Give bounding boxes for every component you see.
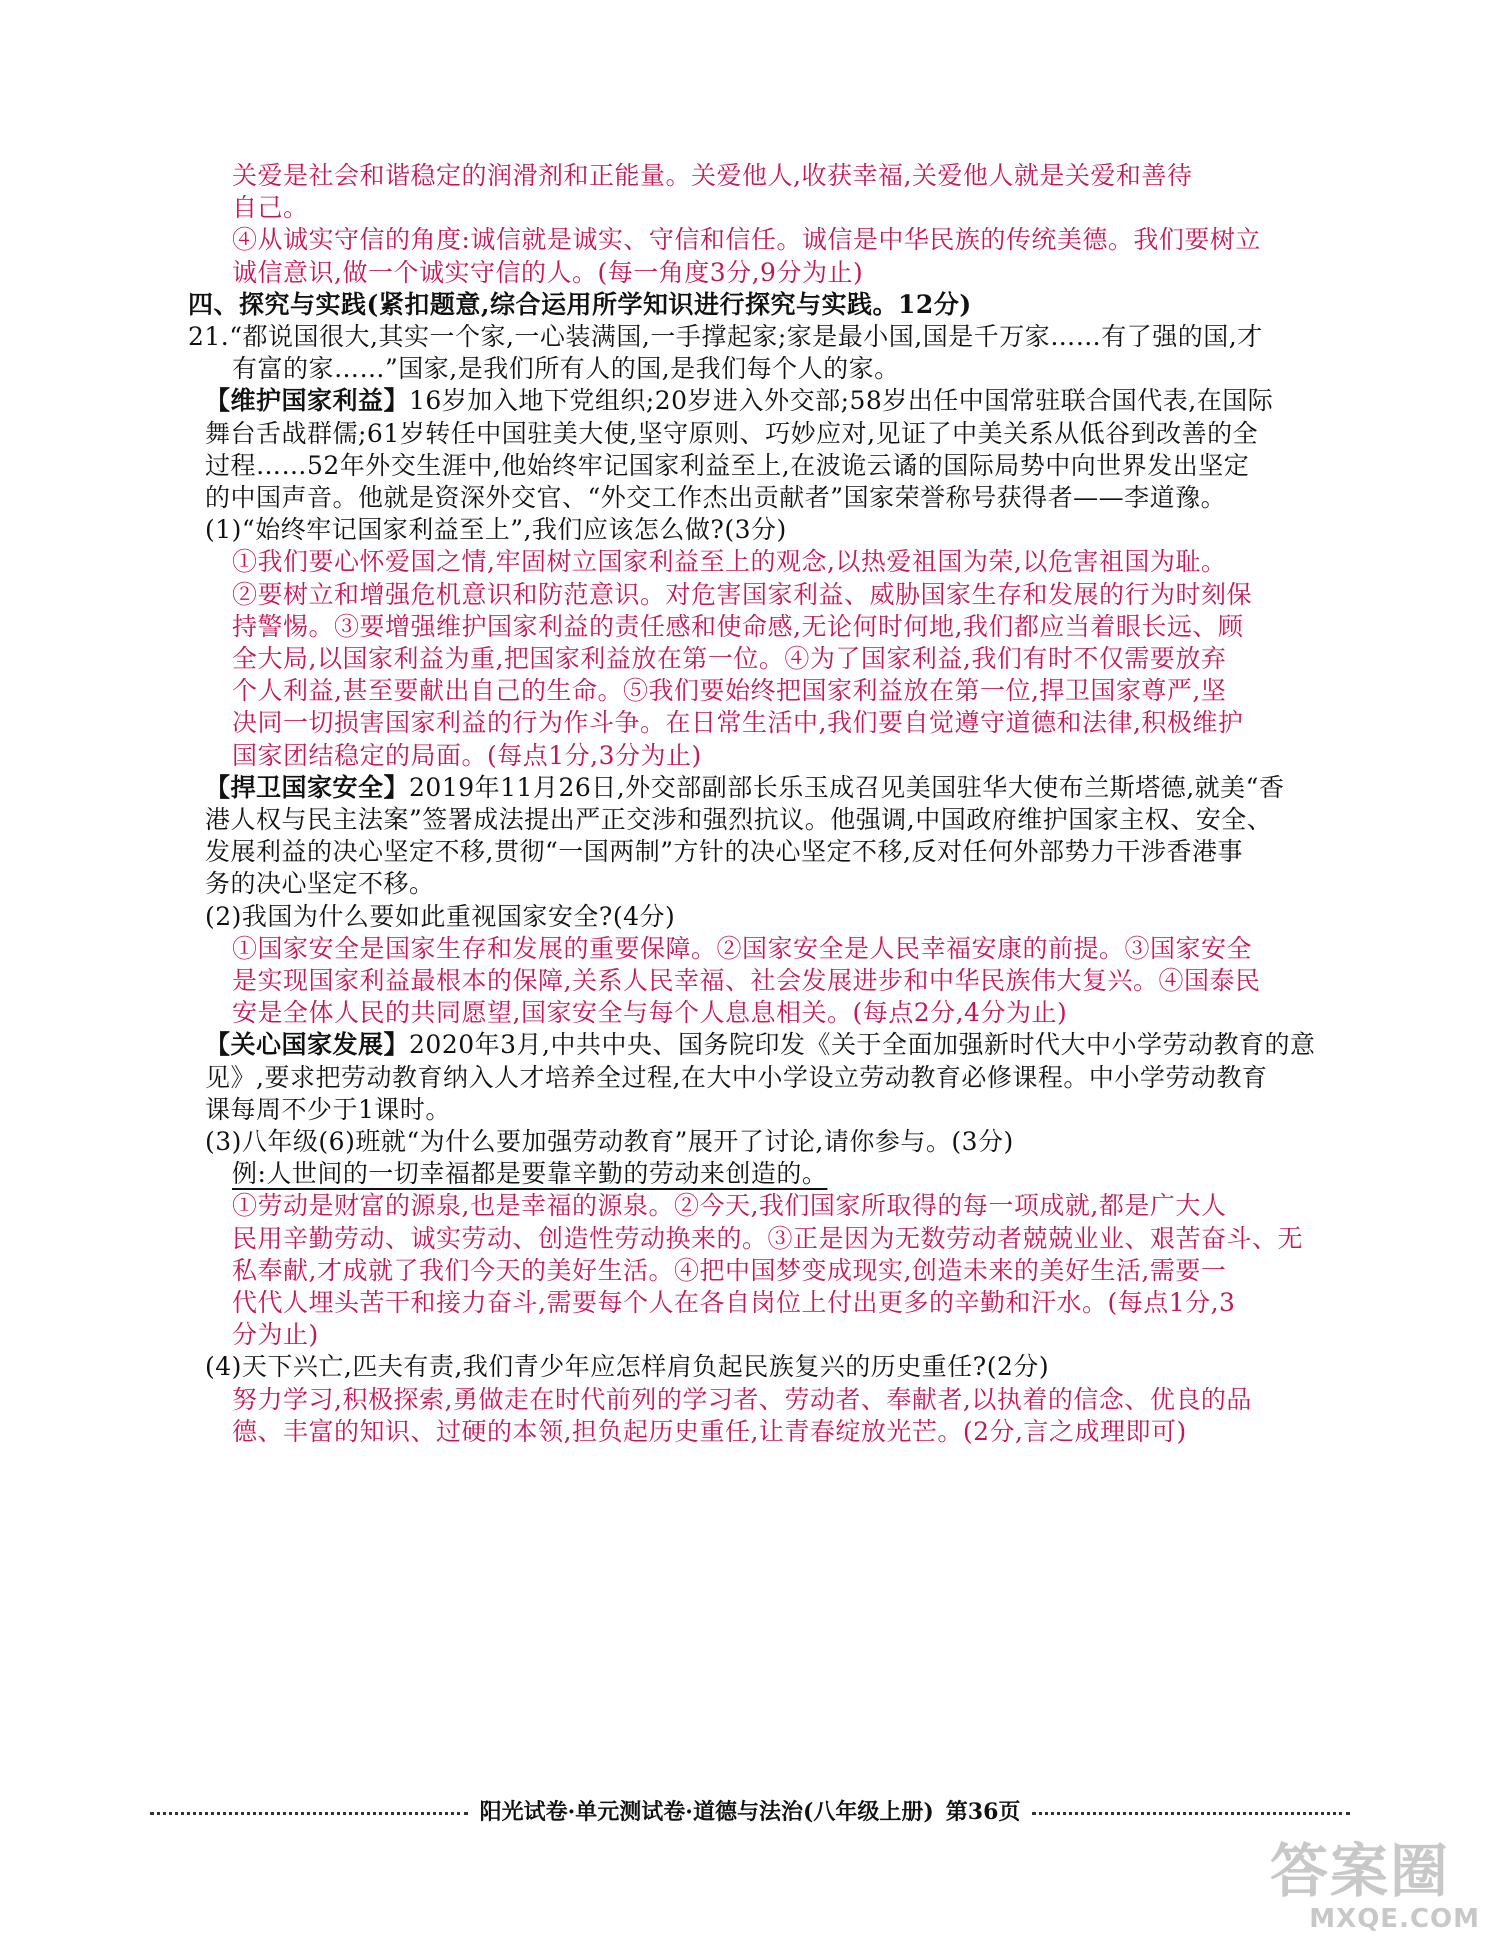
question-line [205, 418, 1258, 450]
line-text: 课每周不少于1课时。 [205, 1095, 451, 1124]
line-text: 港人权与民主法案”签署成法提出严正交涉和强烈抗议。他强调,中国政府维护国家主权、安全、 [205, 805, 1273, 834]
line-text: (1)“始终牢记国家利益至上”,我们应该怎么做?(3分) [205, 515, 787, 544]
line-text: (3)八年级(6)班就“为什么要加强劳动教育”展开了讨论,请你参与。(3分) [205, 1127, 1014, 1156]
answer-line [232, 707, 1243, 739]
line-text: 代代人埋头苦干和接力奋斗,需要每个人在各自岗位上付出更多的辛勤和汗水。(每点1分,3 [232, 1288, 1236, 1317]
line-text: 2020年3月,中共中央、国务院印发《关于全面加强新时代大中小学劳动教育的意 [409, 1030, 1316, 1059]
section-tag: 【关心国家发展】 [205, 1030, 410, 1059]
line-text: 的中国声音。他就是资深外交官、“外交工作杰出贡献者”国家荣誉称号获得者——李道豫。 [205, 483, 1227, 512]
answer-line [232, 997, 1067, 1029]
question-line [232, 1158, 827, 1190]
line-text: 自己。 [232, 193, 309, 222]
line-text: ④从诚实守信的角度:诚信就是诚实、守信和信任。诚信是中华民族的传统美德。我们要树立 [232, 225, 1261, 254]
line-text: 全大局,以国家利益为重,把国家利益放在第一位。④为了国家利益,我们有时不仅需要放弃 [232, 644, 1227, 673]
line-text: 发展利益的决心坚定不移,贯彻“一国两制”方针的决心坚定不移,反对任何外部势力干涉香港事 [205, 837, 1243, 866]
question-line [232, 353, 900, 385]
page-footer [150, 1790, 1350, 1830]
question-line [205, 450, 1249, 482]
line-text: 诚信意识,做一个诚实守信的人。(每一角度3分,9分为止) [232, 258, 864, 287]
question-line [205, 1094, 451, 1126]
answer-line [232, 160, 1192, 192]
answer-line [232, 192, 309, 224]
line-text: 安是全体人民的共同愿望,国家安全与每个人息息相关。(每点2分,4分为止) [232, 998, 1068, 1027]
answer-line [232, 579, 1252, 611]
answer-line [232, 933, 1252, 965]
line-text: 德、丰富的知识、过硬的本领,担负起历史重任,让青春绽放光芒。(2分,言之成理即可) [232, 1417, 1187, 1446]
line-text: ②要树立和增强危机意识和防范意识。对危害国家利益、威胁国家生存和发展的行为时刻保 [232, 580, 1253, 609]
question-line [205, 868, 435, 900]
line-text: (4)天下兴亡,匹夫有责,我们青少年应怎样肩负起民族复兴的历史重任?(2分) [205, 1352, 1050, 1381]
line-text: 四、探究与实践(紧扣题意,综合运用所学知识进行探究与实践。12分) [188, 290, 972, 319]
question-line [205, 482, 1226, 514]
section-tag: 【维护国家利益】 [205, 386, 410, 415]
watermark-logo [1260, 1824, 1480, 1934]
footer-page-number: 第36页 [945, 1798, 1021, 1825]
line-text: 有富的家……”国家,是我们所有人的国,是我们每个人的家。 [232, 354, 900, 383]
line-text: 21.“都说国很大,其实一个家,一心装满国,一手撑起家;家是最小国,国是千万家……有了强的国,才 [188, 322, 1263, 351]
answer-line [232, 740, 702, 772]
footer-dots-right [1032, 1812, 1350, 1815]
line-text: 关爱是社会和谐稳定的润滑剂和正能量。关爱他人,收获幸福,关爱他人就是关爱和善待 [232, 161, 1193, 190]
line-text: ①国家安全是国家生存和发展的重要保障。②国家安全是人民幸福安康的前提。③国家安全 [232, 934, 1253, 963]
question-line [205, 1351, 1049, 1383]
question-line [205, 1126, 1014, 1158]
answer-line [232, 611, 1243, 643]
answer-line [232, 546, 1226, 578]
answer-line [232, 1319, 319, 1351]
section-tag: 【捍卫国家安全】 [205, 773, 410, 802]
line-text: 例:人世间的一切幸福都是要靠辛勤的劳动来创造的。 [232, 1159, 828, 1188]
question-line [205, 804, 1272, 836]
line-text: 务的决心坚定不移。 [205, 869, 435, 898]
answer-line [232, 1255, 1226, 1287]
line-text: 个人利益,甚至要献出自己的生命。⑤我们要始终把国家利益放在第一位,捍卫国家尊严,坚 [232, 676, 1227, 705]
watermark-text: 答案圈 [1269, 1837, 1450, 1905]
answer-line [232, 1384, 1252, 1416]
question-line [205, 772, 1284, 804]
question-line [188, 289, 972, 321]
question-line [188, 321, 1263, 353]
line-text: 是实现国家利益最根本的保障,关系人民幸福、社会发展进步和中华民族伟大复兴。④国泰民 [232, 966, 1261, 995]
answer-line [232, 1416, 1187, 1448]
line-text: ①劳动是财富的源泉,也是幸福的源泉。②今天,我们国家所取得的每一项成就,都是广大人 [232, 1191, 1227, 1220]
question-line [205, 1062, 1267, 1094]
line-text: 分为止) [232, 1320, 319, 1349]
question-line [205, 514, 787, 546]
answer-line [232, 1287, 1235, 1319]
watermark-url: MXQE.COM [1309, 1904, 1480, 1934]
footer-dots-left [150, 1812, 468, 1815]
answer-line [232, 965, 1260, 997]
answer-line [232, 643, 1226, 675]
line-text: ①我们要心怀爱国之情,牢固树立国家利益至上的观念,以热爱祖国为荣,以危害祖国为耻。 [232, 547, 1227, 576]
line-text: 舞台舌战群儒;61岁转任中国驻美大使,坚守原则、巧妙应对,见证了中美关系从低谷到改善的全 [205, 419, 1259, 448]
line-text: 私奉献,才成就了我们今天的美好生活。④把中国梦变成现实,创造未来的美好生活,需要一 [232, 1256, 1227, 1285]
answer-line [232, 257, 863, 289]
line-text: 国家团结稳定的局面。(每点1分,3分为止) [232, 741, 702, 770]
line-text: 过程……52年外交生涯中,他始终牢记国家利益至上,在波诡云谲的国际局势中向世界发出坚定 [205, 451, 1250, 480]
footer-title: 阳光试卷·单元测试卷·道德与法治(八年级上册) [479, 1798, 934, 1825]
answer-line [232, 675, 1226, 707]
line-text: 持警惕。③要增强维护国家利益的责任感和使命感,无论何时何地,我们都应当着眼长远、顾 [232, 612, 1244, 641]
question-line [205, 836, 1243, 868]
line-text: 民用辛勤劳动、诚实劳动、创造性劳动换来的。③正是因为无数劳动者兢兢业业、艰苦奋斗、无 [232, 1224, 1304, 1253]
question-line [205, 1029, 1316, 1061]
line-text: 见》,要求把劳动教育纳入人才培养全过程,在大中小学设立劳动教育必修课程。中小学劳动教育 [205, 1063, 1268, 1092]
answer-line [232, 1190, 1226, 1222]
line-text: 努力学习,积极探索,勇做走在时代前列的学习者、劳动者、奉献者,以执着的信念、优良的品 [232, 1385, 1252, 1414]
line-text: 16岁加入地下党组织;20岁进入外交部;58岁出任中国常驻联合国代表,在国际 [409, 386, 1274, 415]
line-text: (2)我国为什么要如此重视国家安全?(4分) [205, 902, 676, 931]
answer-line [232, 1223, 1303, 1255]
question-line [205, 901, 675, 933]
question-line [205, 385, 1273, 417]
answer-line [232, 224, 1261, 256]
line-text: 决同一切损害国家利益的行为作斗争。在日常生活中,我们要自觉遵守道德和法律,积极维护 [232, 708, 1244, 737]
line-text: 2019年11月26日,外交部副部长乐玉成召见美国驻华大使布兰斯塔德,就美“香 [409, 773, 1285, 802]
